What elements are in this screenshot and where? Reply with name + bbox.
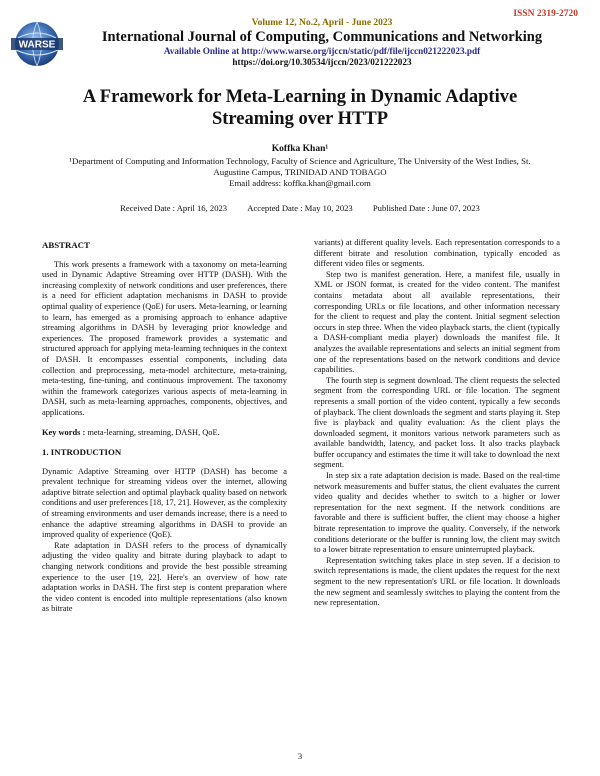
keywords-label: Key words : xyxy=(42,427,86,437)
paper-dates xyxy=(0,203,600,213)
paper-author: Koffka Khan¹ xyxy=(271,144,329,154)
introduction-heading: 1. INTRODUCTION xyxy=(42,447,122,458)
journal-name: International Journal of Computing, Communications and Networking xyxy=(101,29,543,45)
right-column xyxy=(314,238,560,609)
issn-label: ISSN 2319-2720 xyxy=(513,9,578,19)
received-date: Received Date : April 16, 2023 xyxy=(120,203,228,213)
warse-logo xyxy=(8,20,66,68)
paper-title: A Framework for Meta-Learning in Dynamic Adaptive Streaming over HTTP xyxy=(82,87,518,129)
body-paragraph: Step two is manifest generation. Here, a manifest file, usually in XML or JSON format, is created for the video content. The manifest contains metadata about all available representations, their corresponding URLs or file locations, and other information necessary for the client to request and play the content. Initial segment selection occurs in step three. When the video playback starts, the client (typically a DASH-compliant media player) downloads the manifest file. It analyzes the available representations and selects an initial segment from one of the representations based on the network conditions and device capabilities. xyxy=(314,269,560,375)
journal-doi[interactable]: https://doi.org/10.30534/ijccn/2023/021222023 xyxy=(232,57,412,67)
keywords xyxy=(42,428,287,439)
body-paragraph: In step six a rate adaptation decision is made. Based on the real-time network measurements and buffer status, the client evaluates the current video quality and decides whether to switch to a higher or lower representation for the next segment. If the network conditions are favorable and there is sufficient buffer, the client may choose a higher bitrate representation to improve the quality. Conversely, if the network conditions deteriorate or the buffer is running low, the client may switch to a lower bitrate representation to ensure uninterrupted playback. xyxy=(314,471,560,555)
abstract-text: This work presents a framework with a taxonomy on meta-learning used in Dynamic Adaptive Streaming over HTTP (DASH). With the increasing complexity of network conditions and user preferences, there is a need for efficient adaptation mechanisms in DASH to provide optimal quality of experience (QoE) for users. Meta-learning, or learning to learn, has emerged as a promising approach to enhance adaptive streaming algorithms in DASH by leveraging prior knowledge and experiences. The proposed framework provides a systematic and structured approach for applying meta-learning techniques in the context of DASH. It encompasses essential components, including data collection and preprocessing, meta-model architecture, meta-training, meta-testing, fine-tuning, and continuous improvement. The taxonomy within the framework categorizes various aspects of meta-learning in DASH, such as meta-learning approaches, components, objectives, and applications. xyxy=(42,259,287,417)
intro-paragraph: Rate adaptation in DASH refers to the process of dynamically adjusting the video quality and bitrate during playback to adapt to changing network conditions and provide the best possible streaming experience to the user [19, 22]. Here's an overview of how rate adaptation works in DASH. The first step is content preparation where the video content is encoded into multiple representations (also known as bitrate xyxy=(42,540,287,614)
affiliation-text: ¹Department of Computing and Information Technology, Faculty of Science and Agriculture, The University of the West Indies, St. Augustine Campus, TRINIDAD AND TOBAGO xyxy=(69,156,531,177)
keywords-text: meta-learning, streaming, DASH, QoE. xyxy=(87,427,220,437)
author-affiliation xyxy=(60,156,540,189)
published-date: Published Date : June 07, 2023 xyxy=(372,203,480,213)
author-email[interactable]: Email address: koffka.khan@gmail.com xyxy=(229,178,371,188)
left-column xyxy=(42,240,287,615)
journal-masthead xyxy=(68,18,576,68)
body-paragraph: The fourth step is segment download. The client requests the selected segment from the corresponding URL or file location. The segment represents a small portion of the video content, typically a few seconds of playback. The client downloads the segment and starts playing it. Step five is playback and quality evaluation: As the client plays the downloaded segment, it monitors various network parameters such as available bandwidth, latency, and packet loss. It also tracks playback buffer occupancy and estimates the time it will take to download the next segment. xyxy=(314,375,560,470)
page-number: 3 xyxy=(297,751,303,761)
body-paragraph: variants) at different quality levels. Each representation corresponds to a different bitrate and resolution combination, typically encoded as different video files or segments. xyxy=(314,238,560,269)
journal-volume: Volume 12, No.2, April - June 2023 xyxy=(251,18,393,28)
svg-text:WARSE: WARSE xyxy=(18,39,56,51)
abstract-heading: ABSTRACT xyxy=(42,240,90,250)
journal-url[interactable]: Available Online at http://www.warse.org/ijccn/static/pdf/file/ijccn021222023.pdf xyxy=(163,46,481,56)
body-paragraph: Representation switching takes place in step seven. If a decision to switch representations is made, the client updates the request for the next segment to the new representation's URL or file location. It downloads the new segment and seamlessly switches to playing the content from the new representation. xyxy=(314,555,560,608)
accepted-date: Accepted Date : May 10, 2023 xyxy=(247,203,353,213)
intro-paragraph: Dynamic Adaptive Streaming over HTTP (DASH) has become a prevalent technique for streaming videos over the internet, allowing adaptive bitrate selection and optimal playback quality based on network conditions and user preferences [18, 17, 21]. However, as the complexity of streaming environments and user demands increase, there is a need to enhance the adaptive streaming algorithms in DASH to provide an improved quality of experience (QoE). xyxy=(42,466,287,540)
